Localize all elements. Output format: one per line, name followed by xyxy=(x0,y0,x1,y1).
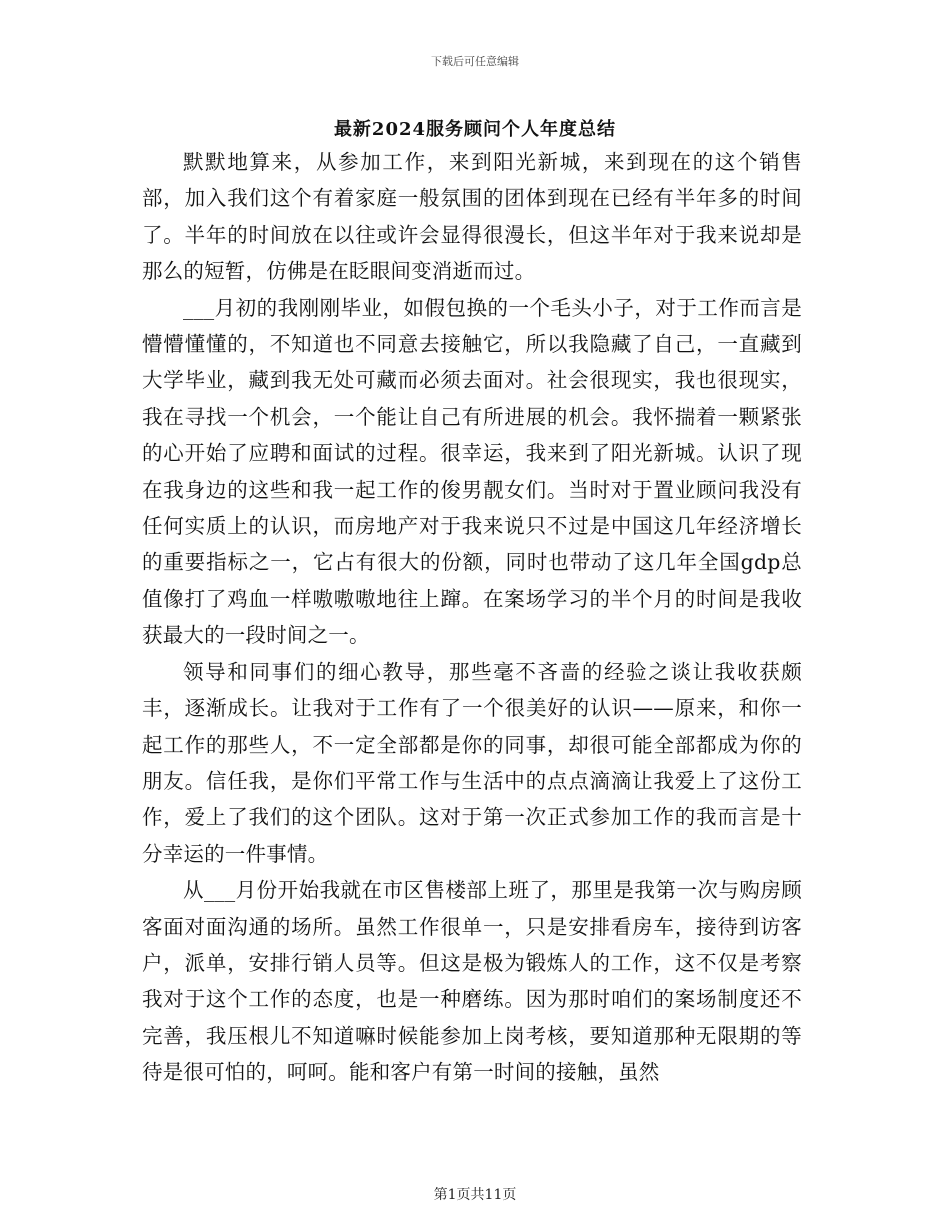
paragraph-3: 领导和同事们的细心教导，那些毫不吝啬的经验之谈让我收获颇丰，逐渐成长。让我对于工作有了一个很美好的认识——原来，和你一起工作的那些人，不一定全部都是你的同事，却很可能全部都成为你的朋友。信任我，是你们平常工作与生活中的点点滴滴让我爱上了这份工作，爱上了我们的这个团队。这对于第一次正式参加工作的我而言是十分幸运的一件事情。 xyxy=(142,659,802,866)
page-header-note: 下载后可任意编辑 xyxy=(431,55,519,68)
document-title: 最新2024服务顾问个人年度总结 xyxy=(333,119,617,140)
paragraph-1: 默默地算来，从参加工作，来到阳光新城，来到现在的这个销售部，加入我们这个有着家庭一般氛围的团体到现在已经有半年多的时间了。半年的时间放在以往或许会显得很漫长，但这半年对于我来说却是那么的短暂，仿佛是在眨眼间变消逝而过。 xyxy=(142,150,802,284)
paragraph-2: ___月初的我刚刚毕业，如假包换的一个毛头小子，对于工作而言是懵懵懂懂的，不知道也不同意去接触它，所以我隐藏了自己，一直藏到大学毕业，藏到我无处可藏而必须去面对。社会很现实，我也很现实，我在寻找一个机会，一个能让自己有所进展的机会。我怀揣着一颗紧张的心开始了应聘和面试的过程。很幸运，我来到了阳光新城。认识了现在我身边的这些和我一起工作的俊男靓女们。当时对于置业顾问我没有任何实质上的认识，而房地产对于我来说只不过是中国这几年经济增长的重要指标之一，它占有很大的份额，同时也带动了这几年全国gdp总值像打了鸡血一样嗷嗷嗷地往上蹿。在案场学习的半个月的时间是我收获最大的一段时间之一。 xyxy=(142,295,802,648)
paragraph-4: 从___月份开始我就在市区售楼部上班了，那里是我第一次与购房顾客面对面沟通的场所。虽然工作很单一，只是安排看房车，接待到访客户，派单，安排行销人员等。但这是极为锻炼人的工作，这不仅是考察我对于这个工作的态度，也是一种磨练。因为那时咱们的案场制度还不完善，我压根儿不知道嘛时候能参加上岗考核，要知道那种无限期的等待是很可怕的，呵呵。能和客户有第一时间的接触，虽然 xyxy=(142,878,802,1085)
document-body xyxy=(142,144,802,1091)
page-number-footer: 第1页共11页 xyxy=(433,1187,517,1203)
